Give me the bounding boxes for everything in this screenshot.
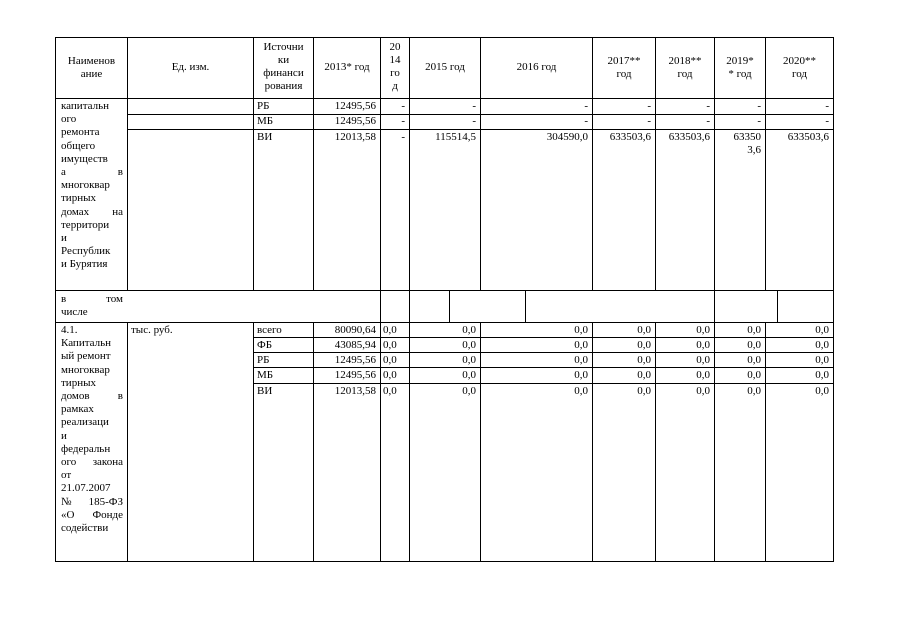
column-divider xyxy=(480,37,481,291)
value-2016: - xyxy=(584,115,588,127)
value-2017: 0,0 xyxy=(637,354,651,366)
value-2016: 0,0 xyxy=(574,369,588,381)
name-line: ый ремонт xyxy=(61,350,111,363)
value-2013: 12013,58 xyxy=(334,131,376,143)
value-2020: 0,0 xyxy=(815,324,829,336)
value-2019: 0,0 xyxy=(747,385,761,397)
value-2019: - xyxy=(757,100,761,112)
name-line: 21.07.2007 xyxy=(61,482,111,495)
name-line: тирных xyxy=(61,192,96,205)
value-2017: 0,0 xyxy=(637,324,651,336)
name-line: тирных xyxy=(61,376,96,389)
header-name-line: Наименов xyxy=(67,55,116,67)
value-2013: 12495,56 xyxy=(334,369,376,381)
value-2020: - xyxy=(825,115,829,127)
value-2019-line: 3,6 xyxy=(747,144,761,156)
source-cell: РБ xyxy=(257,354,270,366)
value-2015: - xyxy=(472,115,476,127)
value-2014: 0,0 xyxy=(383,385,397,397)
table-left-border xyxy=(55,37,56,562)
source-cell: ВИ xyxy=(257,385,273,397)
value-2015: 0,0 xyxy=(462,339,476,351)
value-2013: 12495,56 xyxy=(334,354,376,366)
header-year-2014-line: 14 xyxy=(389,54,401,66)
value-2017: 0,0 xyxy=(637,385,651,397)
value-2016: 304590,0 xyxy=(546,131,588,143)
header-year-2014-line: го xyxy=(390,67,400,79)
name-line: Капитальн xyxy=(61,337,112,350)
value-2020: 0,0 xyxy=(815,369,829,381)
header-year-2014-line: д xyxy=(392,80,398,92)
name-line: многоквар xyxy=(61,179,110,192)
value-2015: 0,0 xyxy=(462,354,476,366)
value-2016: - xyxy=(584,100,588,112)
header-year-2013: 2013* год xyxy=(324,61,370,73)
name-line: домах на xyxy=(61,205,123,218)
value-2017: 0,0 xyxy=(637,369,651,381)
value-2013: 12013,58 xyxy=(334,385,376,397)
name-line: ого закона xyxy=(61,456,123,469)
column-divider xyxy=(777,290,778,323)
header-source-line: Источни xyxy=(263,41,304,53)
value-2020: 0,0 xyxy=(815,385,829,397)
section-divider xyxy=(55,290,834,291)
name-line: имуществ xyxy=(61,152,108,165)
source-cell: всего xyxy=(257,324,282,336)
value-2016: 0,0 xyxy=(574,324,588,336)
value-2020: 0,0 xyxy=(815,354,829,366)
name-line: а в xyxy=(61,166,123,179)
value-2016: 0,0 xyxy=(574,385,588,397)
source-cell: ВИ xyxy=(257,131,273,143)
value-2018: 0,0 xyxy=(696,369,710,381)
name-line: содействи xyxy=(61,522,109,535)
column-divider xyxy=(525,290,526,323)
header-unit: Ед. изм. xyxy=(171,61,210,73)
column-divider xyxy=(127,37,128,291)
value-2013: 80090,64 xyxy=(334,324,376,336)
header-year-2020-line: 2020** xyxy=(783,55,816,67)
row-divider xyxy=(253,383,834,384)
header-year-2014-line: 20 xyxy=(389,41,401,53)
value-2014: 0,0 xyxy=(383,354,397,366)
header-year-2017-line: год xyxy=(616,68,632,80)
value-2018: 0,0 xyxy=(696,385,710,397)
value-2018: - xyxy=(706,115,710,127)
name-line: Республик xyxy=(61,245,111,258)
name-line: реализаци xyxy=(61,416,109,429)
name-line: федеральн xyxy=(61,442,111,455)
value-2015: - xyxy=(472,100,476,112)
name-line: ремонта xyxy=(61,126,100,139)
value-2019: 0,0 xyxy=(747,369,761,381)
header-year-2020-line: год xyxy=(791,68,808,80)
header-source-line: финанси xyxy=(263,67,304,79)
name-line: территори xyxy=(61,218,110,231)
value-2018: - xyxy=(706,100,710,112)
value-2018: 0,0 xyxy=(696,324,710,336)
value-2014: 0,0 xyxy=(383,339,397,351)
name-line: в том xyxy=(61,293,123,305)
name-line: и Бурятия xyxy=(61,258,108,271)
value-2018: 633503,6 xyxy=(668,131,710,143)
value-2014: - xyxy=(401,115,405,127)
value-2015: 0,0 xyxy=(462,369,476,381)
name-line: от xyxy=(61,469,72,482)
header-bottom-border xyxy=(55,98,834,99)
header-year-2019-line: * год xyxy=(728,68,752,80)
value-2015: 0,0 xyxy=(462,324,476,336)
name-line: ого xyxy=(61,113,77,126)
value-2017: - xyxy=(647,115,651,127)
header-year-2018-line: год xyxy=(677,68,693,80)
header-year-2016: 2016 год xyxy=(516,61,557,73)
source-cell: РБ xyxy=(257,100,270,112)
header-name-line: ание xyxy=(80,68,103,80)
source-cell: МБ xyxy=(257,369,274,381)
value-2013: 12495,56 xyxy=(334,100,376,112)
name-line: и xyxy=(61,429,67,442)
name-line: капитальн xyxy=(61,100,110,112)
header-source-line: ки xyxy=(277,54,290,66)
value-2020: 0,0 xyxy=(815,339,829,351)
value-2017: 633503,6 xyxy=(609,131,651,143)
value-2017: - xyxy=(647,100,651,112)
including-label xyxy=(61,293,123,319)
section1-name xyxy=(61,100,123,272)
value-2013: 12495,56 xyxy=(334,115,376,127)
column-divider xyxy=(127,322,128,562)
header-year-2019-line: 2019* xyxy=(726,55,754,67)
name-line: домов в xyxy=(61,390,123,403)
name-line: «О Фонде xyxy=(61,508,123,521)
value-2016: 0,0 xyxy=(574,354,588,366)
column-divider xyxy=(313,37,314,291)
column-divider xyxy=(449,290,450,323)
name-line: рамках xyxy=(61,403,94,416)
value-2013: 43085,94 xyxy=(334,339,376,351)
value-2014: - xyxy=(401,100,405,112)
section-divider xyxy=(55,322,834,323)
value-2017: 0,0 xyxy=(637,339,651,351)
source-cell: МБ xyxy=(257,115,274,127)
table-top-border xyxy=(55,37,834,38)
name-line: 4.1. xyxy=(61,324,78,336)
name-line: многоквар xyxy=(61,363,110,376)
value-2015: 115514,5 xyxy=(435,131,476,143)
table-bottom-border xyxy=(55,561,834,562)
name-line: № 185-ФЗ xyxy=(61,495,123,508)
value-2020: 633503,6 xyxy=(787,131,829,143)
value-2019: 0,0 xyxy=(747,339,761,351)
source-cell: ФБ xyxy=(257,339,273,351)
value-2020: - xyxy=(825,100,829,112)
value-2019: 0,0 xyxy=(747,354,761,366)
name-line: общего xyxy=(61,139,96,152)
table-right-border xyxy=(833,37,834,562)
section2-name xyxy=(61,324,123,535)
value-2019: 0,0 xyxy=(747,324,761,336)
value-2015: 0,0 xyxy=(462,385,476,397)
name-line: числе xyxy=(61,306,88,319)
header-year-2017-line: 2017** xyxy=(607,55,641,67)
value-2019: - xyxy=(757,115,761,127)
value-2014: 0,0 xyxy=(383,369,397,381)
header-year-2015: 2015 год xyxy=(425,61,465,73)
value-2018: 0,0 xyxy=(696,354,710,366)
section2-unit: тыс. руб. xyxy=(131,324,173,336)
column-divider xyxy=(253,322,254,562)
value-2014: 0,0 xyxy=(383,324,397,336)
header-year-2018-line: 2018** xyxy=(668,55,702,67)
value-2016: 0,0 xyxy=(574,339,588,351)
value-2014: - xyxy=(401,131,405,143)
name-line: и xyxy=(61,232,67,245)
value-2019-line: 63350 xyxy=(733,131,761,143)
value-2018: 0,0 xyxy=(696,339,710,351)
header-source-line: рования xyxy=(264,80,303,92)
